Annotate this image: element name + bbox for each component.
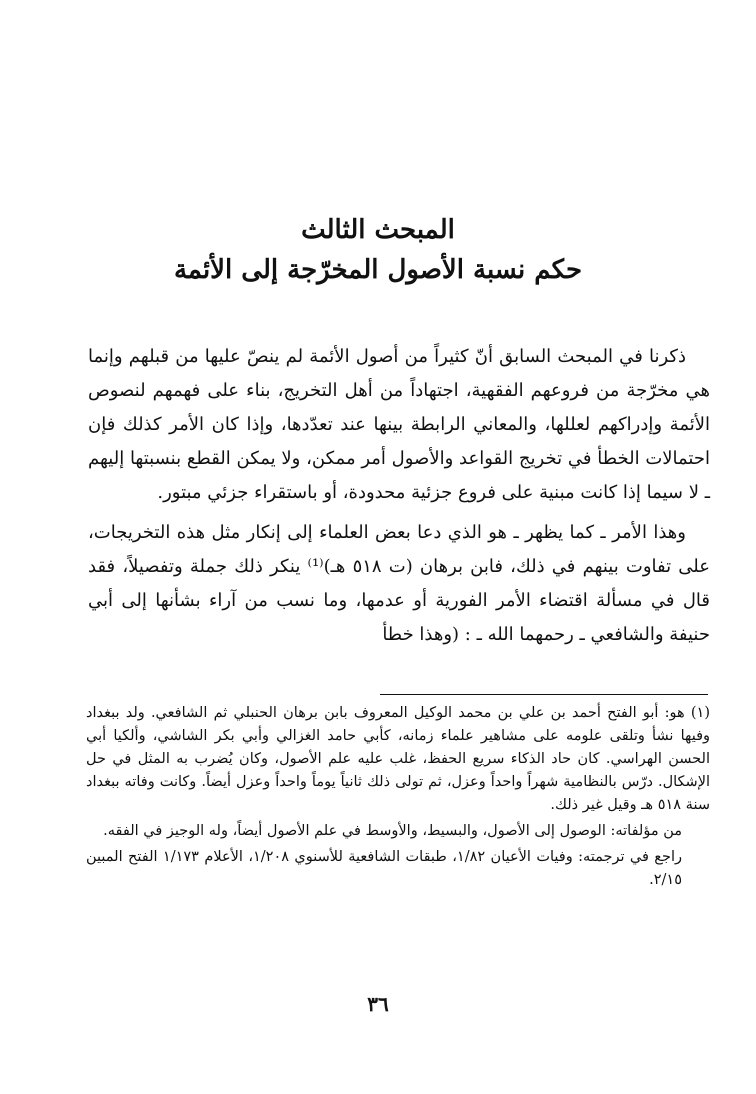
footnote-works: من مؤلفاته: الوصول إلى الأصول، والبسيط، والأوسط في علم الأصول أيضاً، وله الوجيز في الفقه.	[103, 823, 682, 839]
section-heading	[0, 210, 756, 290]
body-text	[88, 340, 710, 652]
section-label: المبحث الثالث	[301, 215, 455, 245]
section-title: حكم نسبة الأصول المخرّجة إلى الأئمة	[173, 255, 583, 285]
footnote-1: (١) هو: أبو الفتح أحمد بن علي بن محمد الوكيل المعروف بابن برهان الحنبلي ثم الشافعي. ولد ببغداد وفيها نشأ وتلقى علومه على مشاهير علماء زمانه، كأبي حامد الغزالي وأبي بكر الشاشي، وألكيا أبي الحسن الهراسي. كان حاد الذكاء سريع الحفظ، غلب عليه علم الأصول، وكان يُضرب به المثل في حل الإشكال. درّس بالنظامية شهراً واحداً وعزل، ثم تولى ذلك ثانياً يوماً واحداً وعزل أيضاً. وكانت وفاته ببغداد سنة ٥١٨ هـ وقيل غير ذلك.	[86, 705, 710, 813]
body-paragraph: وهذا الأمر ـ كما يظهر ـ هو الذي دعا بعض العلماء إلى إنكار مثل هذه التخريجات، على تفاوت بينهم في ذلك، فابن برهان (ت ٥١٨ هـ)⁽¹⁾ ينكر ذلك جملة وتفصيلاً، فقد قال في مسألة اقتضاء الأمر الفورية أو عدمها، وما نسب من آراء بشأنها إلى أبي حنيفة والشافعي ـ رحمهما الله ـ : (وهذا خطأ	[88, 522, 711, 645]
body-paragraph: ذكرنا في المبحث السابق أنّ كثيراً من أصول الأئمة لم ينصّ عليها من قبلهم وإنما هي مخرّجة من فروعهم الفقهية، اجتهاداً من أهل التخريج، بناء على فهمهم لنصوص الأئمة وإدراكهم لعللها، والمعاني الرابطة بينها عند تعدّدها، وإذا كان الأمر كذلك فإن احتمالات الخطأ في تخريج القواعد والأصول أمر ممكن، ولا يمكن القطع بنسبتها إليهم ـ لا سيما إذا كانت مبنية على فروع جزئية محدودة، أو باستقراء جزئي مبتور.	[88, 346, 710, 503]
page-number: ٣٦	[367, 992, 389, 1016]
footnote-sources: راجع في ترجمته: وفيات الأعيان ١/٨٢، طبقات الشافعية للأسنوي ١/٢٠٨، الأعلام ١/١٧٣ الفتح المبين ٢/١٥.	[86, 849, 682, 888]
footnote-separator	[380, 694, 708, 695]
footnotes	[86, 702, 710, 892]
